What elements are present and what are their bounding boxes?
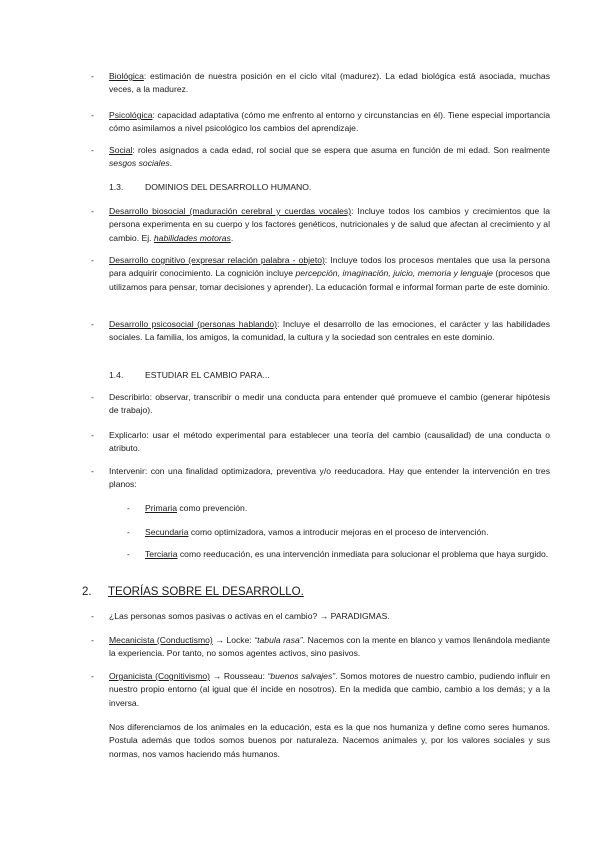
- bullet-dash: -: [127, 527, 130, 537]
- description-cont: (procesos que utilizamos para pensar, tomar decisiones y aprender). La educación formal e informal forman parte de este dominio.: [109, 268, 550, 292]
- term: Desarrollo psicosocial (personas hablando): [109, 319, 277, 329]
- sublist-item-primaria: [127, 502, 550, 515]
- section-number: 1.4.: [109, 370, 124, 380]
- list-item-psicosocial: [91, 318, 550, 345]
- bullet-dash: -: [91, 110, 94, 120]
- term: Primaria: [145, 503, 177, 513]
- list-item-biologica: [91, 70, 550, 97]
- list-item-biosocial: - Desarrollo biosocial (maduración cerebral y cuerdas vocales): Incluye todos los cambios y crecimientos que la persona experimenta en su cuerpo y los factores genéticos, nutricionales y de salud que afectan al crecimiento y al cambio. Ej. habilidades motoras.: [91, 206, 550, 243]
- section-number: 2.: [82, 586, 92, 598]
- section-number: 1.3.: [109, 182, 124, 192]
- list-item-organicista: - Organicista (Cognitivismo) → Rousseau: “buenos salvajes”. Somos motores de nuestro cambio, pudiendo influir en nuestro propio entorno (al igual que él incide en nosotros). En la medida que cambio, cambio a los demás; y a la inversa.: [91, 671, 550, 708]
- description: como optimizadora, vamos a introducir mejoras en el proceso de intervención.: [188, 527, 489, 537]
- term: Social: [109, 145, 133, 155]
- bullet-dash: -: [91, 466, 94, 476]
- bullet-dash: -: [91, 206, 94, 216]
- list-item-mecanicista: - Mecanicista (Conductismo) → Locke: “tabula rasa”. Nacemos con la mente en blanco y vamos llenándola mediante la experiencia. Por tanto, no somos agentes activos, sino pasivos.: [91, 635, 551, 659]
- bullet-dash: -: [91, 392, 94, 402]
- description: . Nacemos con la mente en blanco y vamos llenándola mediante la experiencia. Por tanto, no somos agentes activos, sino pasivos.: [109, 635, 551, 659]
- list-item-cognitivo: [91, 254, 550, 294]
- closing-paragraph: Nos diferenciamos de los animales en la educación, esta es la que nos humaniza y define como seres humanos. Postula además que todos somos buenos por naturaleza. Nacemos animales y, por los valores sociales y sus normas, nos vamos haciendo más humanos.: [109, 722, 550, 759]
- list-item-paradigmas: - ¿Las personas somos pasivas o activas en el cambio? → PARADIGMAS.: [91, 610, 550, 623]
- italic-phrase: habilidades motoras: [153, 232, 231, 243]
- description: como prevención.: [177, 503, 248, 513]
- list-item-social: - Social: roles asignados a cada edad, rol social que se espera que asuma en función de mi edad. Son realmente sesgos sociales.: [91, 145, 550, 169]
- term: Organicista (Cognitivismo): [109, 671, 210, 681]
- italic-phrase: percepción, imaginación, juicio, memoria y lenguaje: [295, 268, 493, 279]
- sublist-item-terciaria: [127, 548, 550, 561]
- list-item-intervenir: - Intervenir: con una finalidad optimizadora, preventiva y/o reeducadora. Hay que entender la intervención en tres planos:: [91, 466, 550, 490]
- term: Desarrollo cognitivo (expresar relación palabra - objeto): [109, 255, 325, 265]
- description: : roles asignados a cada edad, rol social que se espera que asuma en función de mi edad. Son realmente: [132, 145, 550, 155]
- italic-phrase: sesgos sociales: [109, 158, 170, 169]
- section-title: TEORÍAS SOBRE EL DESARROLLO.: [108, 586, 304, 598]
- bullet-dash: -: [91, 255, 94, 265]
- term: Secundaria: [145, 527, 189, 537]
- bullet-dash: -: [127, 503, 130, 513]
- description: como reeducación, es una intervención inmediata para solucionar el problema que haya surgido.: [177, 549, 549, 559]
- section-heading-1-4: [109, 369, 270, 382]
- bullet-dash: -: [91, 611, 94, 621]
- description: : Incluye todos los cambios y crecimientos que la persona experimenta en su cuerpo y los factores genéticos, nutricionales y de salud que afectan al crecimiento y al cambio. Ej.: [109, 206, 550, 243]
- bullet-dash: -: [91, 671, 94, 681]
- term: Desarrollo biosocial (maduración cerebral y cuerdas vocales): [109, 206, 352, 216]
- description: . Somos motores de nuestro cambio, pudiendo influir en nuestro propio entorno (al igual que él incide en nosotros). En la medida que cambio, cambio a los demás; y a la inversa.: [109, 671, 550, 708]
- bullet-dash: -: [91, 635, 94, 645]
- quote: “tabula rasa”: [254, 635, 303, 645]
- section-heading-2: [82, 585, 304, 599]
- quote: “buenos salvajes”: [267, 671, 336, 681]
- list-item-explicarlo: - Explicarlo: usar el método experimental para establecer una teoría del cambio (causalidad) de una conducta o atributo.: [91, 430, 550, 454]
- description: : estimación de nuestra posición en el ciclo vital (madurez). La edad biológica está asociada, muchas veces, a la madurez.: [109, 71, 550, 95]
- list-item-psicologica: [91, 109, 550, 136]
- bullet-dash: -: [91, 71, 94, 81]
- description: : Incluye todos los procesos mentales que usa la persona para adquirir conocimiento. La cognición incluye: [109, 255, 550, 279]
- list-item-describirlo: - Describirlo: observar, transcribir o medir una conducta para entender qué promueve el cambio (generar hipótesis de trabajo).: [91, 392, 550, 416]
- description: : capacidad adaptativa (cómo me enfrento al entorno y circunstancias en él). Tiene especial importancia cómo asimilamos a nivel psicológico los cambios del aprendizaje.: [109, 110, 550, 134]
- bullet-dash: -: [127, 549, 130, 559]
- bullet-dash: -: [91, 319, 94, 329]
- sublist-item-secundaria: [127, 526, 550, 539]
- term: Mecanicista (Conductismo): [109, 635, 213, 645]
- section-title: DOMINIOS DEL DESARROLLO HUMANO.: [145, 182, 312, 192]
- description: : Incluye el desarrollo de las emociones, el carácter y las habilidades sociales. La familia, los amigos, la comunidad, la cultura y la sociedad son centrales en este dominio.: [109, 319, 550, 343]
- term: Psicológica: [109, 110, 153, 120]
- section-title: ESTUDIAR EL CAMBIO PARA...: [145, 370, 270, 380]
- bullet-dash: -: [91, 430, 94, 440]
- term: Biológica: [109, 71, 144, 81]
- section-heading-1-3: [109, 181, 311, 194]
- bullet-dash: -: [91, 145, 94, 155]
- term: Terciaria: [145, 549, 178, 559]
